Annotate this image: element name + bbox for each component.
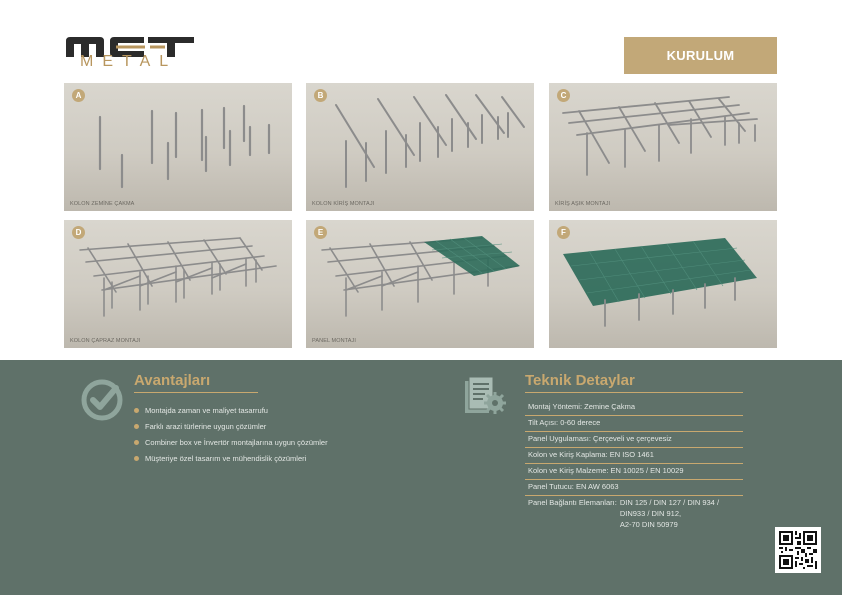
- spec-label: Panel Bağlantı Elemanları:: [528, 498, 617, 507]
- step-panel-c: [549, 83, 777, 211]
- step-letter: E: [314, 226, 327, 239]
- list-item-text: Farklı arazi türlerine uygun çözümler: [145, 421, 267, 431]
- step-panel-d: [64, 220, 292, 348]
- document-gear-icon: [461, 375, 509, 419]
- list-item: [134, 434, 328, 450]
- step-panel-a: [64, 83, 292, 211]
- bullet-icon: [134, 408, 139, 413]
- step-panel-f: [549, 220, 777, 348]
- step-a-illustration: [64, 83, 292, 211]
- step-letter: A: [72, 89, 85, 102]
- spec-row: Tilt Açısı: 0-60 derece: [525, 416, 743, 432]
- spec-row: Panel Uygulaması: Çerçeveli ve çerçevesiz: [525, 432, 743, 448]
- list-item-text: Montajda zaman ve maliyet tasarrufu: [145, 405, 268, 415]
- bullet-icon: [134, 424, 139, 429]
- step-caption: PANEL MONTAJI: [312, 338, 356, 344]
- step-panel-b: [306, 83, 534, 211]
- technical-divider: [525, 392, 743, 393]
- list-item-text: Müşteriye özel tasarım ve mühendislik çözümleri: [145, 453, 307, 463]
- spec-row: Montaj Yöntemi: Zemine Çakma: [525, 400, 743, 416]
- step-panel-e: [306, 220, 534, 348]
- list-item-text: Combiner box ve İnvertör montajlarına uygun çözümler: [145, 437, 328, 447]
- advantages-divider: [134, 392, 258, 393]
- check-circle-icon: [80, 378, 124, 422]
- spec-row-fasteners: [525, 496, 743, 533]
- step-caption: KİRİŞ AŞIK MONTAJI: [555, 201, 611, 207]
- spec-row: Panel Tutucu: EN AW 6063: [525, 480, 743, 496]
- step-c-illustration: [549, 83, 777, 211]
- list-item: [134, 450, 328, 466]
- technical-title: Teknik Detaylar: [525, 372, 635, 389]
- spec-values: [620, 497, 719, 530]
- step-caption: KOLON ZEMİNE ÇAKMA: [70, 201, 135, 207]
- list-item: [134, 402, 328, 418]
- bullet-icon: [134, 440, 139, 445]
- spec-value: DIN 125 / DIN 127 / DIN 934 /: [619, 498, 720, 507]
- step-f-illustration: [549, 220, 777, 348]
- bullet-icon: [134, 456, 139, 461]
- step-letter: B: [314, 89, 327, 102]
- step-caption: KOLON KİRİŞ MONTAJI: [312, 201, 375, 207]
- spec-value: DIN933 / DIN 912,: [619, 509, 682, 518]
- step-b-illustration: [306, 83, 534, 211]
- section-badge: KURULUM: [624, 37, 777, 74]
- spec-row: Kolon ve Kiriş Kaplama: EN ISO 1461: [525, 448, 743, 464]
- step-letter: F: [557, 226, 570, 239]
- step-d-illustration: [64, 220, 292, 348]
- spec-value: A2-70 DIN 50979: [619, 520, 678, 529]
- technical-list: [525, 400, 743, 533]
- advantages-list: [134, 402, 328, 466]
- step-letter: C: [557, 89, 570, 102]
- step-e-illustration: [306, 220, 534, 348]
- qr-code-icon[interactable]: [775, 527, 821, 573]
- step-caption: KOLON ÇAPRAZ MONTAJI: [70, 338, 141, 344]
- advantages-title: Avantajları: [134, 372, 211, 389]
- list-item: [134, 418, 328, 434]
- logo-subtitle: METAL: [80, 53, 178, 70]
- step-letter: D: [72, 226, 85, 239]
- spec-row: Kolon ve Kiriş Malzeme: EN 10025 / EN 10029: [525, 464, 743, 480]
